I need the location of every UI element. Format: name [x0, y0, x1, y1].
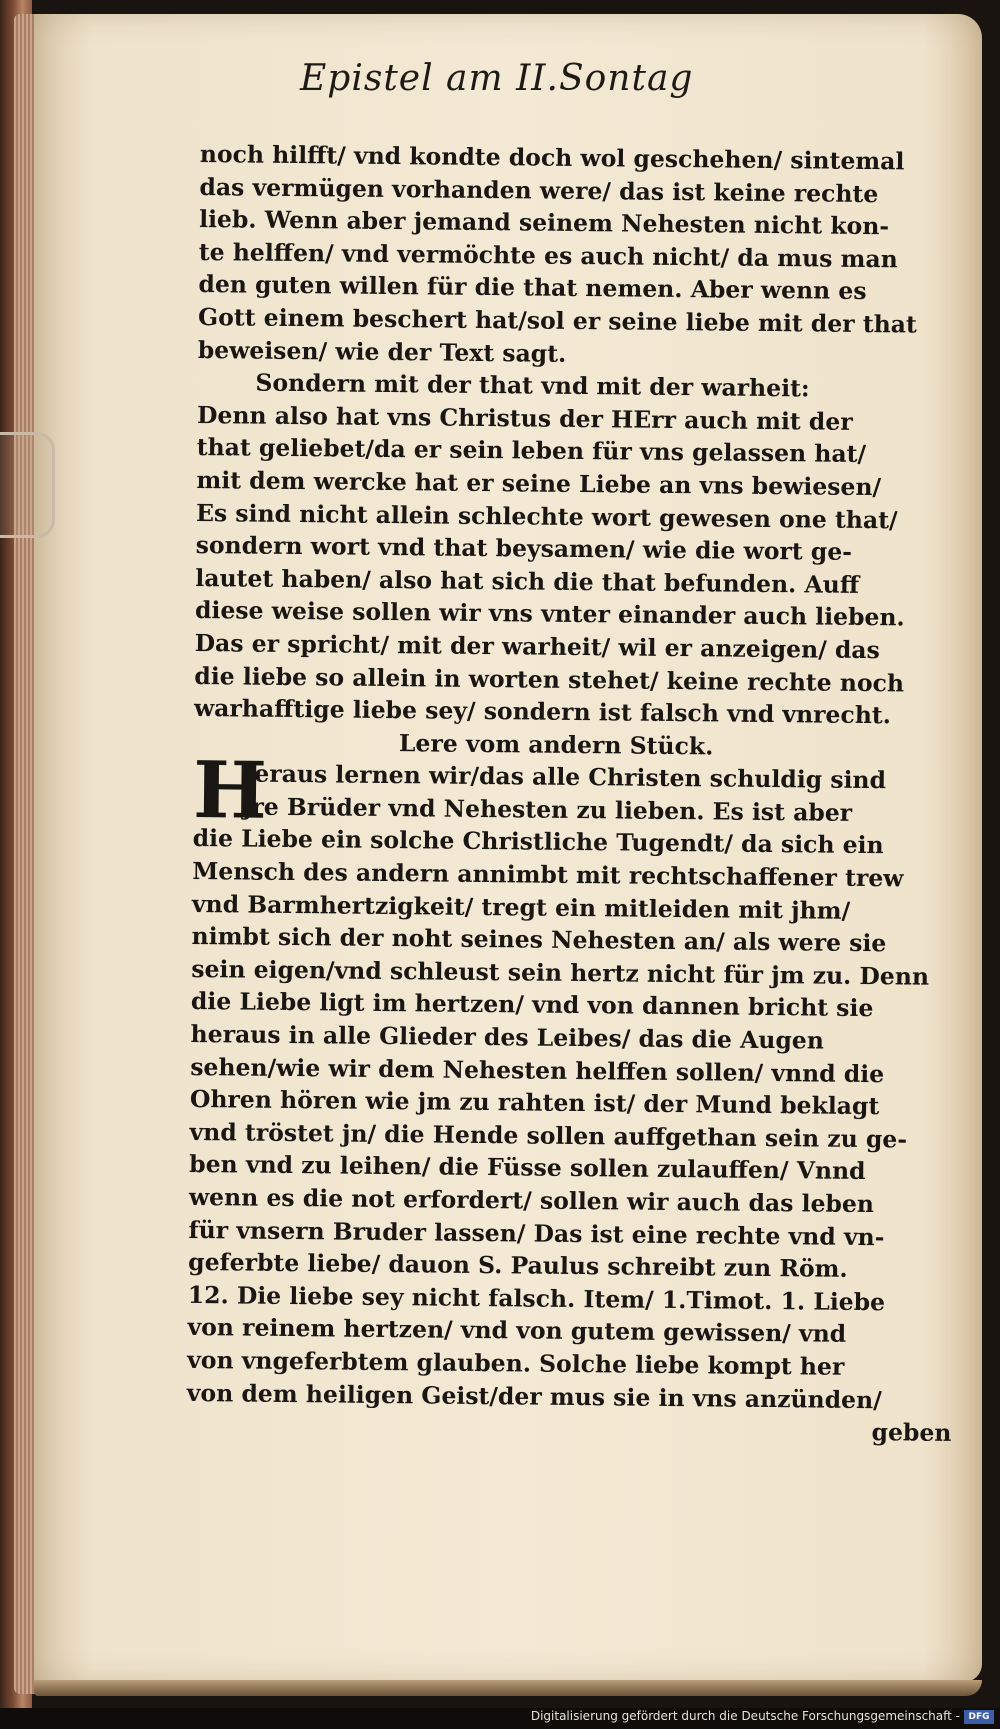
text-line: die liebe so allein in worten stehet/ keine rechte noch [194, 661, 905, 697]
text-line: sein eigen/vnd schleust sein hertz nicht für jm zu. Denn [191, 954, 930, 991]
text-line: 12. Die liebe sey nicht falsch. Item/ 1.Timot. 1. Liebe [187, 1280, 886, 1317]
text-line: Das er spricht/ mit der warheit/ wil er anzeigen/ das [194, 628, 880, 665]
text-line: die Liebe ligt im hertzen/ vnd von dannen bricht sie [190, 987, 874, 1023]
section-heading: Lere vom andern Stück. [398, 728, 714, 761]
text-line: sondern wort vnd that beysamen/ wie die wort ge- [195, 531, 853, 566]
text-line: Gott einem beschert hat/sol er seine liebe mit der that [197, 302, 917, 339]
text-line: that geliebet/da er sein leben für vns gelassen hat/ [196, 433, 867, 469]
page-bottom-edge [34, 1680, 982, 1696]
text-line: lautet haben/ also hat sich die that befunden. Auff [195, 563, 860, 599]
text-line: Ohren hören wie jm zu rahten ist/ der Mund beklagt [189, 1085, 880, 1121]
text-line: das vermügen vorhanden were/ das ist keine rechte [199, 172, 879, 208]
text-line: jre Brüder vnd Nehesten zu lieben. Es ist aber [242, 792, 853, 827]
text-line: mit dem wercke hat er seine Liebe an vns bewiesen/ [196, 465, 882, 502]
clasp-strap [0, 432, 55, 538]
text-line: von reinem hertzen/ vnd von gutem gewissen/ vnd [187, 1313, 847, 1349]
body-text [186, 138, 965, 1450]
text-line: Sondern mit der that vnd mit der warheit: [255, 368, 810, 403]
text-line: Denn also hat vns Christus der HErr auch mit der [196, 400, 853, 436]
text-line: Ieraus lernen wir/das alle Christen schuldig sind [243, 759, 887, 795]
text-line: nimbt sich der noht seines Nehesten an/ als were sie [191, 922, 887, 958]
text-line: den guten willen für die that nemen. Aber wenn es [198, 270, 867, 306]
paragraph-1 [198, 138, 965, 374]
text-line: vnd tröstet jn/ die Hende sollen auffgethan sein zu ge- [189, 1117, 908, 1154]
text-line: ben vnd zu leihen/ die Füsse sollen zulauffen/ Vnnd [189, 1150, 866, 1186]
text-line: Es sind nicht allein schlechte wort gewesen one that/ [195, 498, 898, 534]
text-line: für vnsern Bruder lassen/ Das ist eine rechte vnd vn- [188, 1215, 885, 1251]
catchword: geben [871, 1418, 952, 1448]
page-edges [14, 14, 36, 1694]
text-line: die Liebe ein solche Christliche Tugendt/ da sich ein [192, 824, 884, 860]
text-line: von vngeferbtem glauben. Solche liebe kompt her [187, 1345, 845, 1381]
text-line: warhafftige liebe sey/ sondern ist falsch vnd vnrecht. [193, 694, 892, 730]
text-line: Mensch des andern annimbt mit rechtschaffener trew [192, 857, 904, 893]
text-line: sehen/wie wir dem Nehesten helffen sollen/ vnnd die [190, 1052, 885, 1088]
text-line: vnd Barmhertzigkeit/ tregt ein mitleiden mit jhm/ [191, 889, 851, 925]
text-line: geferbte liebe/ dauon S. Paulus schreibt zun Röm. [188, 1248, 848, 1284]
text-line: heraus in alle Glieder des Leibes/ das die Augen [190, 1019, 825, 1055]
text-line: diese weise sollen wir vns vnter einander auch lieben. [194, 596, 905, 632]
paragraph-3 [186, 745, 959, 1417]
footer-credit: Digitalisierung gefördert durch die Deutsche Forschungsgemeinschaft - [530, 1709, 960, 1723]
text-line: te helffen/ vnd vermöchte es auch nicht/ da mus man [198, 237, 898, 274]
paragraph-3-wrapper [186, 745, 959, 1417]
running-head: Epistel am II.Sontag [300, 58, 694, 99]
text-line: noch hilfft/ vnd kondte doch wol geschehen/ sintemal [199, 139, 905, 176]
text-line: von dem heiligen Geist/der mus sie in vns anzünden/ [186, 1378, 882, 1414]
text-line: beweisen/ wie der Text sagt. [197, 335, 567, 368]
drop-cap: H [192, 745, 268, 838]
paragraph-2 [194, 366, 963, 733]
text-line: wenn es die not erfordert/ sollen wir auch das leben [188, 1182, 875, 1219]
text-line: lieb. Wenn aber jemand seinem Nehesten nicht kon- [199, 205, 890, 241]
dfg-logo: DFG [964, 1710, 994, 1724]
